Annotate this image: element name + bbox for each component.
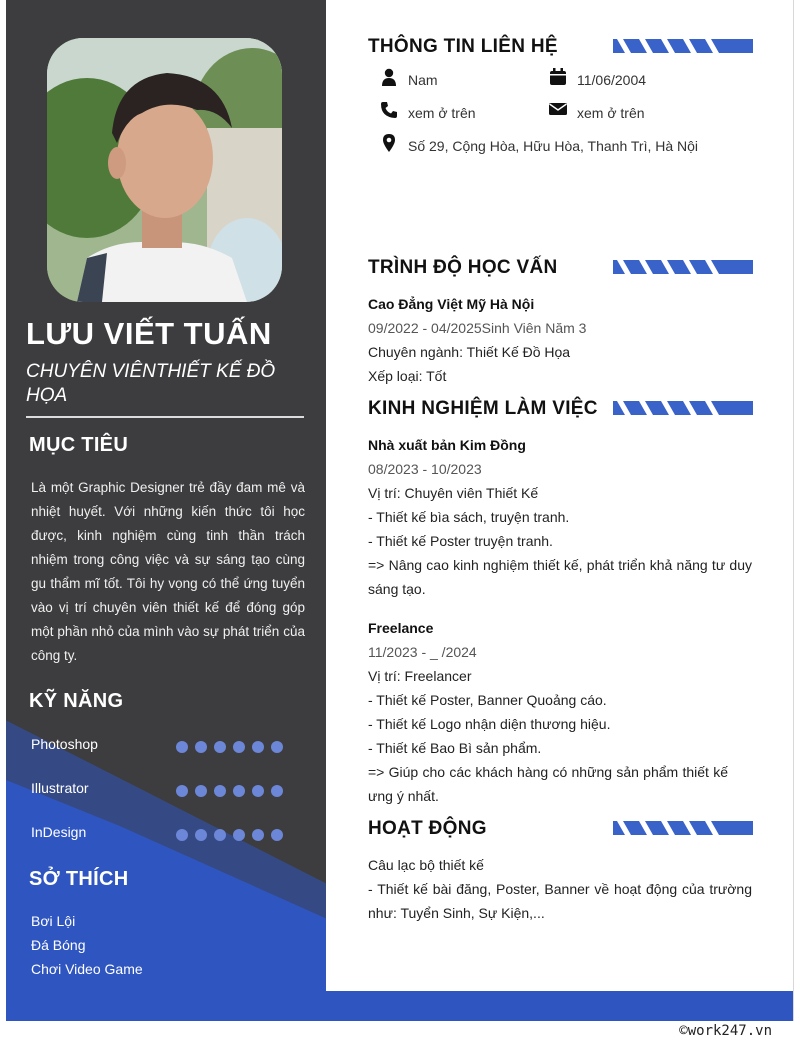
job-period: 08/2023 - 10/2023 [368, 461, 482, 477]
skill-level-dots [176, 740, 290, 758]
user-icon [380, 68, 398, 86]
heading-stripe-decor [613, 39, 753, 53]
experience-heading: KINH NGHIỆM LÀM VIỆC [368, 398, 598, 419]
skill-name: InDesign [31, 824, 87, 840]
education-major: Chuyên ngành: Thiết Kế Đồ Họa [368, 344, 571, 360]
address-value: Số 29, Cộng Hòa, Hữu Hòa, Thanh Trì, Hà Nội [408, 138, 699, 154]
activities-heading: HOẠT ĐỘNG [368, 818, 487, 839]
skill-row [31, 780, 301, 800]
heading-stripe-decor [613, 401, 753, 415]
skill-dot [233, 741, 245, 753]
name-divider [26, 416, 304, 418]
phone-icon [380, 101, 398, 119]
skill-dot [271, 785, 283, 797]
job-title: CHUYÊN VIÊNTHIẾT KẾ ĐỒ HỌA [26, 361, 276, 406]
skill-dot [233, 829, 245, 841]
skill-dot [252, 785, 264, 797]
skill-name: Photoshop [31, 736, 98, 752]
job-result: => Nâng cao kinh nghiệm thiết kế, phát triển khả năng tư duy sáng tạo. [368, 557, 752, 597]
skill-dot [214, 741, 226, 753]
candidate-name: LƯU VIẾT TUẤN [26, 316, 272, 351]
phone-value: xem ở trên [408, 105, 476, 121]
footer-band [6, 991, 794, 1021]
job-company: Nhà xuất bản Kim Đồng [368, 437, 526, 453]
skill-dot [176, 741, 188, 753]
skill-dot [176, 829, 188, 841]
hobby-item: Chơi Video Game [31, 961, 143, 977]
sidebar [6, 0, 326, 991]
job-duty: - Thiết kế Poster truyện tranh. [368, 533, 553, 549]
gender-value: Nam [408, 72, 438, 88]
job-period: 11/2023 - _ /2024 [368, 644, 477, 660]
skill-dot [195, 741, 207, 753]
location-pin-icon [380, 134, 398, 152]
education-heading: TRÌNH ĐỘ HỌC VẤN [368, 257, 558, 278]
skill-dot [214, 785, 226, 797]
skill-dot [271, 829, 283, 841]
skill-dot [252, 829, 264, 841]
skill-dot [195, 829, 207, 841]
job-duty: - Thiết kế Bao Bì sản phẩm. [368, 740, 542, 756]
hobby-item: Bơi Lội [31, 913, 76, 929]
objective-text: Là một Graphic Designer trẻ đầy đam mê và nhiệt huyết. Với những kiến thức tôi học được, kinh nghiệm cùng tinh thần trách nhiệm trong công việc và sự sáng tạo cùng gu thẩm mĩ tốt. Tôi hy vọng có thể ứng tuyển vào vị trí chuyên viên thiết kế để đóng góp một phần nhỏ của mình vào sự phát triển của công ty. [31, 480, 305, 663]
hobbies-heading: SỞ THÍCH [29, 868, 129, 890]
skill-dot [252, 741, 264, 753]
skill-dot [195, 785, 207, 797]
envelope-icon [549, 100, 567, 118]
hobby-item: Đá Bóng [31, 937, 86, 953]
activity-title: Câu lạc bộ thiết kế [368, 857, 484, 873]
education-grade: Xếp loại: Tốt [368, 368, 447, 384]
job-position: Vị trí: Chuyên viên Thiết Kế [368, 485, 539, 501]
job-position: Vị trí: Freelancer [368, 668, 472, 684]
skill-name: Illustrator [31, 780, 89, 796]
activity-text: - Thiết kế bài đăng, Poster, Banner về hoạt động của trường như: Tuyển Sinh, Sự Kiện,... [368, 881, 752, 921]
school-name: Cao Đẳng Việt Mỹ Hà Nội [368, 296, 535, 312]
job-result: => Giúp cho các khách hàng có những sản phẩm thiết kế ưng ý nhất. [368, 764, 728, 804]
job-duty: - Thiết kế Poster, Banner Quoảng cáo. [368, 692, 607, 708]
contact-heading: THÔNG TIN LIÊN HỆ [368, 36, 558, 57]
skill-dot [233, 785, 245, 797]
skill-dot [214, 829, 226, 841]
calendar-icon [549, 68, 567, 86]
objective-heading: MỤC TIÊU [29, 434, 129, 456]
skill-level-dots [176, 784, 290, 802]
heading-stripe-decor [613, 260, 753, 274]
skill-dot [271, 741, 283, 753]
email-value: xem ở trên [577, 105, 645, 121]
skills-heading: KỸ NĂNG [29, 690, 124, 712]
profile-photo [47, 38, 282, 302]
watermark: ©work247.vn [679, 1023, 772, 1039]
skill-dot [176, 785, 188, 797]
education-period: 09/2022 - 04/2025Sinh Viên Năm 3 [368, 320, 587, 336]
skill-row [31, 824, 301, 844]
heading-stripe-decor [613, 821, 753, 835]
job-duty: - Thiết kế bìa sách, truyện tranh. [368, 509, 570, 525]
job-company: Freelance [368, 620, 434, 636]
skill-level-dots [176, 828, 290, 846]
birthday-value: 11/06/2004 [577, 72, 647, 88]
job-duty: - Thiết kế Logo nhận diện thương hiệu. [368, 716, 611, 732]
skill-row [31, 736, 301, 756]
cv-page [6, 0, 794, 1021]
